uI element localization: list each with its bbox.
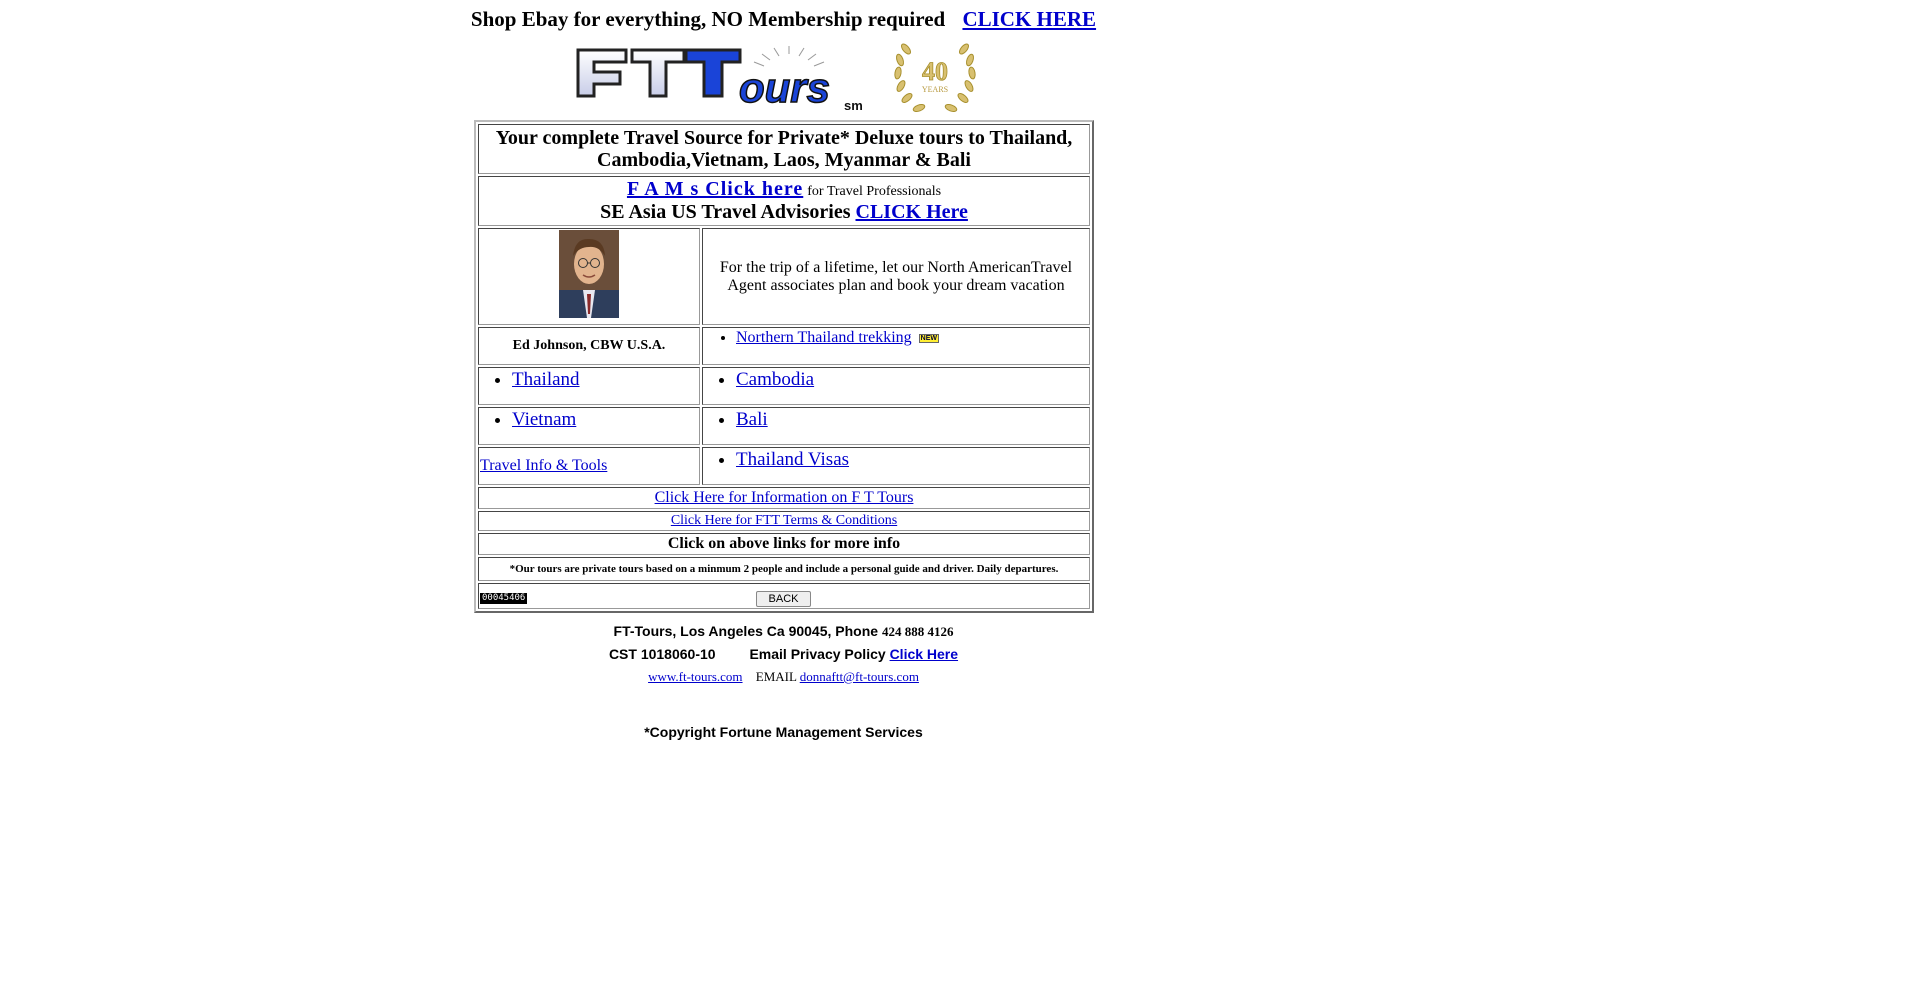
anniversary-number: 40 — [921, 57, 948, 86]
trekking-link[interactable]: Northern Thailand trekking — [736, 329, 912, 346]
email-label: EMAIL — [755, 669, 797, 684]
travel-info-link[interactable]: Travel Info & Tools — [480, 457, 608, 474]
back-row — [0, 589, 1567, 607]
terms-link[interactable]: Click Here for FTT Terms & Conditions — [670, 513, 898, 528]
agent-photo-cell — [478, 228, 700, 325]
anniversary-label: YEARS — [921, 85, 948, 94]
more-info-text: Click on above links for more info — [478, 533, 1090, 555]
website-link[interactable]: www.ft-tours.com — [648, 669, 743, 684]
ft-tours-logo-text: ours — [738, 64, 830, 111]
logo-row — [0, 36, 1567, 118]
footer-cst-row — [0, 646, 1567, 662]
vietnam-cell — [478, 407, 700, 445]
fam-note: for Travel Professionals — [807, 184, 942, 199]
ebay-banner — [0, 7, 1567, 32]
footer-phone: 424 888 4126 — [881, 624, 954, 639]
footer-address — [0, 623, 1567, 640]
info-link-cell — [478, 487, 1090, 509]
ebay-banner-text: Shop Ebay for everything, NO Membership required — [470, 7, 946, 31]
40-years-wreath-icon — [889, 36, 981, 116]
travel-info-cell — [478, 447, 700, 485]
vietnam-link[interactable]: Vietnam — [512, 409, 577, 430]
new-badge-icon: NEW — [920, 334, 937, 342]
list-item — [736, 369, 1088, 391]
bali-cell — [702, 407, 1090, 445]
visas-cell — [702, 447, 1090, 485]
advisories-text: SE Asia US Travel Advisories — [600, 201, 851, 223]
hit-counter: 00045406 — [482, 593, 526, 603]
ebay-click-here-link[interactable]: CLICK HERE — [962, 7, 1097, 31]
agent-tagline: For the trip of a lifetime, let our North AmericanTravel Agent associates plan and book your dream vacation — [702, 228, 1090, 325]
svg-text:sm: sm — [843, 98, 863, 113]
list-item — [512, 369, 698, 391]
footer-privacy-text: Email Privacy Policy — [749, 646, 886, 662]
list-item — [512, 409, 698, 431]
thailand-visas-link[interactable]: Thailand Visas — [736, 449, 850, 470]
ft-tours-logo — [574, 44, 874, 114]
footer-contact-row — [0, 669, 1567, 685]
bali-link[interactable]: Bali — [736, 409, 768, 430]
trekking-cell — [702, 327, 1090, 365]
copyright: *Copyright Fortune Management Services — [644, 724, 923, 740]
footer-cst: CST 1018060-10 — [608, 646, 716, 662]
fam-advisories-cell — [478, 176, 1090, 226]
email-link[interactable]: donnaftt@ft-tours.com — [799, 669, 919, 684]
list-item — [736, 409, 1088, 431]
thailand-cell — [478, 367, 700, 405]
agent-name: Ed Johnson, CBW U.S.A. — [478, 327, 700, 365]
list-item — [736, 449, 1088, 471]
cambodia-cell — [702, 367, 1090, 405]
thailand-link[interactable]: Thailand — [512, 369, 580, 390]
list-item — [736, 329, 1088, 347]
advisories-link[interactable]: CLICK Here — [855, 201, 968, 223]
headline: Your complete Travel Source for Private* Deluxe tours to Thailand, Cambodia,Vietnam, Laos, Myanmar & Bali — [478, 124, 1090, 174]
agent-photo — [559, 230, 619, 318]
info-link[interactable]: Click Here for Information on F T Tours — [654, 489, 914, 506]
footer-address-text: FT-Tours, Los Angeles Ca 90045, Phone — [613, 623, 879, 639]
terms-link-cell — [478, 511, 1090, 531]
fam-link[interactable]: F A M s Click here — [626, 178, 804, 200]
privacy-policy-link[interactable]: Click Here — [889, 646, 959, 662]
main-table — [474, 120, 1094, 613]
disclaimer-text: *Our tours are private tours based on a minmum 2 people and include a personal guide and driver. Daily departures. — [478, 557, 1090, 581]
cambodia-link[interactable]: Cambodia — [736, 369, 815, 390]
back-button[interactable]: BACK — [756, 591, 812, 607]
